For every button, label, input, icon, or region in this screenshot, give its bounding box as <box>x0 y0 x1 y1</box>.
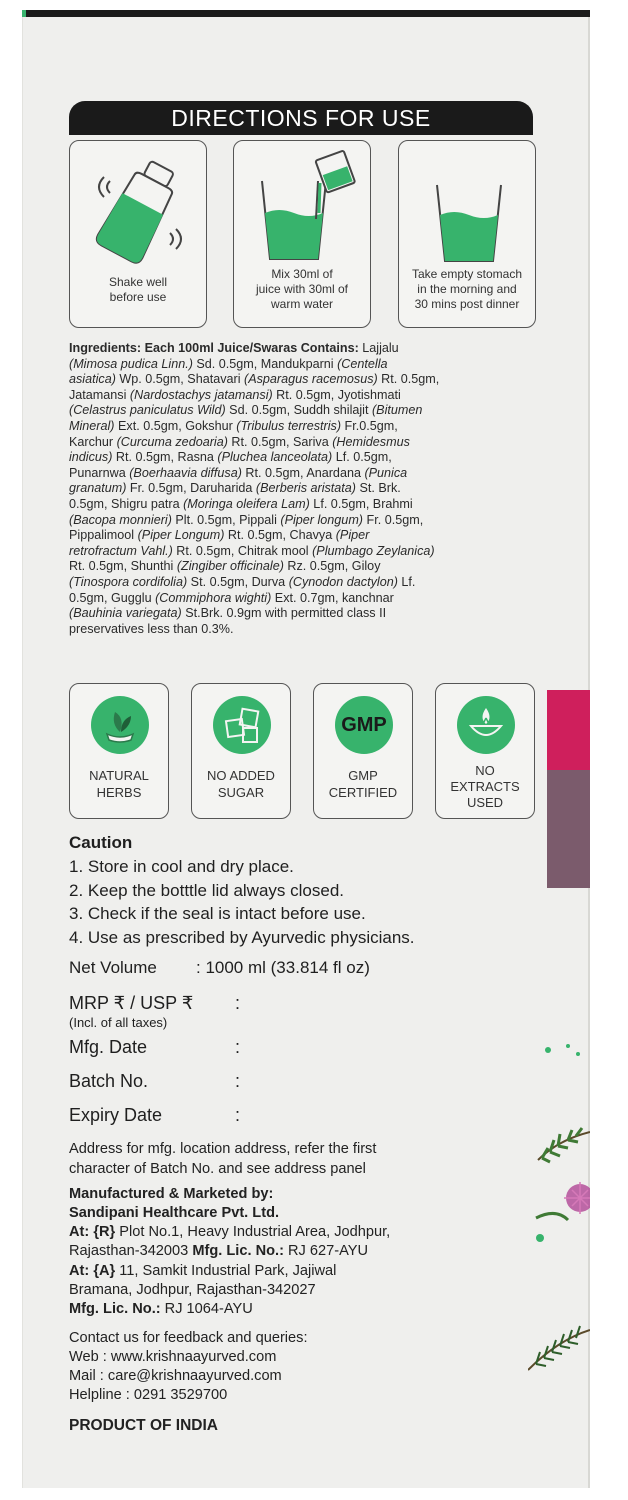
mfg-date-label: Mfg. Date <box>69 1037 148 1057</box>
badge-label-line1: NATURAL <box>89 768 149 783</box>
address-a-line1 <box>69 1262 336 1282</box>
badge-natural-herbs <box>69 683 169 819</box>
net-volume-label: Net Volume <box>69 958 157 977</box>
badge-label-line1: NO ADDED <box>207 768 275 783</box>
address-a-text: 11, Samkit Industrial Park, Jajiwal <box>115 1263 337 1279</box>
step-text-line2: juice with 30ml of <box>255 282 349 296</box>
natural-herbs-icon <box>91 696 149 754</box>
net-volume-value: : 1000 ml (33.814 fl oz) <box>196 958 370 977</box>
address-r-label: At: {R} <box>69 1224 116 1240</box>
lic-a-line <box>69 1300 253 1320</box>
badge-label-line2: SUGAR <box>217 785 265 800</box>
badge-no-added-sugar <box>191 683 291 819</box>
address-r-line1 <box>69 1223 390 1243</box>
no-extracts-icon <box>457 696 515 754</box>
expiry-label: Expiry Date <box>69 1105 163 1125</box>
contact-heading: Contact us for feedback and queries: <box>69 1330 308 1346</box>
gmp-icon-text: GMP <box>341 713 387 736</box>
expiry-colon: : <box>235 1105 241 1125</box>
ingredients-line: 0.5gm, Shigru patra (Moringa oleifera Lam) Lf. 0.5gm, Brahmi <box>69 496 413 511</box>
address-a-label: At: {A} <box>69 1263 116 1279</box>
contact-web: Web : www.krishnaayurved.com <box>69 1349 277 1365</box>
ingredients-text <box>69 341 539 637</box>
contact-helpline: Helpline : 0291 3529700 <box>69 1387 228 1403</box>
step-text-line2: before use <box>109 290 167 304</box>
address-a-line2: Bramana, Jodhpur, Rajasthan-342027 <box>69 1282 316 1298</box>
batch-label: Batch No. <box>69 1071 149 1091</box>
ingredients-line: Jatamansi (Nardostachys jatamansi) Rt. 0.5gm, Jyotishmati <box>69 387 401 402</box>
mrp-label: MRP ₹ / USP ₹ <box>69 993 194 1013</box>
sugar-cubes-icon <box>213 696 271 754</box>
side-stripe-mauve <box>547 770 590 888</box>
lic-a-value: RJ 1064-AYU <box>160 1301 253 1317</box>
badge-no-extracts <box>435 683 535 819</box>
step-mix <box>233 140 371 328</box>
ingredients-line: indicus) Rt. 0.5gm, Rasna (Pluchea lanceolata) Lf. 0.5gm, <box>69 450 392 465</box>
step-text-line2: in the morning and <box>417 282 517 296</box>
ingredients-line: granatum) Fr. 0.5gm, Daruharida (Berberis aristata) St. Brk. <box>69 481 401 496</box>
caution-item: 4. Use as prescribed by Ayurvedic physicians. <box>69 928 415 948</box>
step-text-line1: Shake well <box>108 275 168 289</box>
manufacturer-heading: Manufactured & Marketed by: <box>69 1186 274 1202</box>
ingredients-line: Punarnwa (Boerhaavia diffusa) Rt. 0.5gm, Anardana (Punica <box>69 465 408 480</box>
lic-r-label: Mfg. Lic. No.: <box>192 1243 284 1259</box>
caution-item: 3. Check if the seal is intact before use. <box>69 904 366 924</box>
step-text-line1: Take empty stomach <box>411 267 523 281</box>
mrp-colon: : <box>235 993 241 1013</box>
lic-r-value: RJ 627-AYU <box>283 1243 369 1259</box>
box-top-edge <box>22 10 590 17</box>
step-text-line1: Mix 30ml of <box>271 267 333 281</box>
ingredients-line: Karchur (Curcuma zedoaria) Rt. 0.5gm, Sariva (Hemidesmus <box>69 434 410 449</box>
step-take <box>398 140 536 328</box>
badge-label-line1: NO <box>475 763 495 778</box>
step-text-line3: warm water <box>270 297 333 311</box>
directions-title: DIRECTIONS FOR USE <box>69 101 533 135</box>
badge-label-line2: CERTIFIED <box>328 785 398 800</box>
badge-label-line1: GMP <box>348 768 378 783</box>
ingredients-line: (Tinospora cordifolia) St. 0.5gm, Durva (Cynodon dactylon) Lf. <box>69 574 416 589</box>
badge-label-line2: EXTRACTS <box>450 779 520 794</box>
ingredients-line: (Bauhinia variegata) St.Brk. 0.9gm with permitted class II <box>69 606 387 621</box>
address-r-line2 <box>69 1242 368 1262</box>
step-text-line3: 30 mins post dinner <box>414 297 520 311</box>
ingredients-line: 0.5gm, Gugglu (Commiphora wighti) Ext. 0.7gm, kanchnar <box>69 590 394 605</box>
caution-item: 1. Store in cool and dry place. <box>69 857 294 876</box>
batch-colon: : <box>235 1071 241 1091</box>
ingredients-line: Pippalimool (Piper Longum) Rt. 0.5gm, Chavya (Piper <box>69 528 370 543</box>
caution-item: 2. Keep the botttle lid always closed. <box>69 880 344 900</box>
address-r-city: Rajasthan-342003 <box>69 1243 193 1259</box>
ingredients-line: Ingredients: Each 100ml Juice/Swaras Contains: Lajjalu <box>69 341 399 355</box>
gmp-icon <box>335 696 393 754</box>
product-origin: PRODUCT OF INDIA <box>69 1417 218 1434</box>
mfg-date-colon: : <box>235 1037 241 1057</box>
lic-a-label: Mfg. Lic. No.: <box>69 1301 161 1317</box>
ingredients-line: asiatica) Wp. 0.5gm, Shatavari (Asparagus racemosus) Rt. 0.5gm, <box>69 372 440 387</box>
manufacturer-company: Sandipani Healthcare Pvt. Ltd. <box>69 1205 280 1221</box>
herb-illustration <box>528 1040 590 1400</box>
address-r-text: Plot No.1, Heavy Industrial Area, Jodhpur, <box>115 1224 391 1240</box>
ingredients-line: Rt. 0.5gm, Shunthi (Zingiber officinale) Rz. 0.5gm, Giloy <box>69 559 381 574</box>
step-shake <box>69 140 207 328</box>
badge-gmp-certified <box>313 683 413 819</box>
caution-list <box>69 855 415 950</box>
side-stripe-magenta <box>547 690 590 770</box>
badge-label-line3: USED <box>466 795 504 810</box>
ingredients-line: retrofractum Vahl.) Rt. 0.5gm, Chitrak mool (Plumbago Zeylanica) <box>69 543 435 558</box>
ingredients-line: Mineral) Ext. 0.5gm, Gokshur (Tribulus terrestris) Fr.0.5gm, <box>69 418 398 433</box>
address-note-line2: character of Batch No. and see address panel <box>69 1161 366 1177</box>
mrp-note: (Incl. of all taxes) <box>69 1015 168 1030</box>
caution-title: Caution <box>69 833 133 852</box>
ingredients-line: (Bacopa monnieri) Plt. 0.5gm, Pippali (Piper longum) Fr. 0.5gm, <box>69 512 424 527</box>
badge-label-line2: HERBS <box>96 785 142 800</box>
box-top-accent <box>22 10 26 17</box>
ingredients-line: (Celastrus paniculatus Wild) Sd. 0.5gm, Suddh shilajit (Bitumen <box>69 403 423 418</box>
ingredients-line: (Mimosa pudica Linn.) Sd. 0.5gm, Mandukparni (Centella <box>69 356 388 371</box>
ingredients-line: preservatives less than 0.3%. <box>69 621 234 636</box>
address-note-line1: Address for mfg. location address, refer the first <box>69 1141 377 1157</box>
contact-mail: Mail : care@krishnaayurved.com <box>69 1368 282 1384</box>
